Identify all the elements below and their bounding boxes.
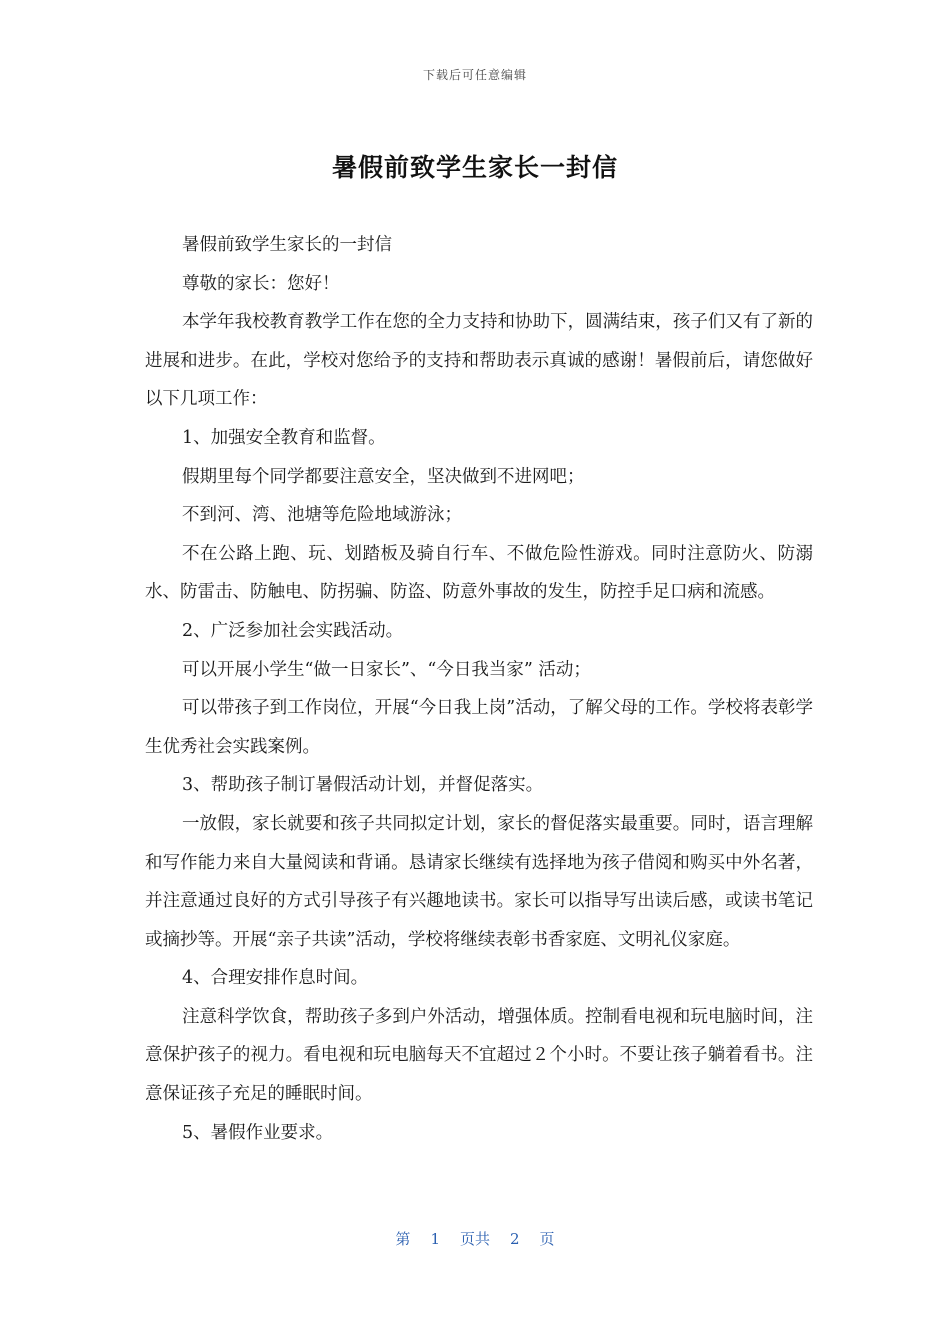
paragraph: 一放假，家长就要和孩子共同拟定计划，家长的督促落实最重要。同时，语言理解和写作能力来自大量阅读和背诵。恳请家长继续有选择地为孩子借阅和购买中外名著，并注意通过良好的方式引导孩子有兴趣地读书。家长可以指导写出读后感，或读书笔记或摘抄等。开展“亲子共读”活动，学校将继续表彰书香家庭、文明礼仪家庭。 — [145, 813, 813, 950]
paragraph: 可以带孩子到工作岗位，开展“今日我上岗”活动，了解父母的工作。学校将表彰学生优秀社会实践案例。 — [145, 698, 813, 757]
paragraph: 不到河、湾、池塘等危险地域游泳； — [182, 505, 462, 526]
section-heading-3: 3、帮助孩子制订暑假活动计划，并督促落实。 — [182, 775, 544, 796]
paragraph: 可以开展小学生“做一日家长”、“今日我当家” 活动； — [182, 659, 591, 680]
section-heading-5: 5、暑假作业要求。 — [182, 1122, 334, 1143]
section-heading-2: 2、广泛参加社会实践活动。 — [182, 620, 404, 641]
header-note: 下载后可任意编辑 — [422, 68, 527, 82]
page-footer — [0, 1228, 950, 1249]
total-page-count: 2 — [510, 1230, 520, 1248]
current-page-number: 1 — [430, 1230, 440, 1248]
paragraph: 注意科学饮食，帮助孩子多到户外活动，增强体质。控制看电视和玩电脑时间，注意保护孩子的视力。看电视和玩电脑每天不宜超过２个小时。不要让孩子躺着看书。注意保证孩子充足的睡眠时间。 — [145, 1006, 813, 1105]
footer-label-page: 第 — [395, 1230, 411, 1248]
salutation: 尊敬的家长：您好！ — [182, 273, 340, 294]
paragraph: 假期里每个同学都要注意安全，坚决做到不进网吧； — [182, 466, 585, 487]
paragraph: 不在公路上跑、玩、划踏板及骑自行车、不做危险性游戏。同时注意防火、防溺水、防雷击、防触电、防拐骗、防盗、防意外事故的发生，防控手足口病和流感。 — [145, 543, 813, 603]
section-heading-1: 1、加强安全教育和监督。 — [182, 427, 386, 448]
document-title: 暑假前致学生家长一封信 — [331, 153, 618, 182]
intro-paragraph: 本学年我校教育教学工作在您的全力支持和协助下，圆满结束，孩子们又有了新的进展和进步。在此，学校对您给予的支持和帮助表示真诚的感谢！暑假前后，请您做好以下几项工作： — [145, 312, 813, 410]
letter-heading: 暑假前致学生家长的一封信 — [182, 235, 392, 255]
section-heading-4: 4、合理安排作息时间。 — [182, 968, 369, 989]
footer-label-end: 页 — [539, 1230, 555, 1248]
footer-label-total: 页共 — [459, 1230, 490, 1248]
letter-body — [145, 226, 813, 1152]
